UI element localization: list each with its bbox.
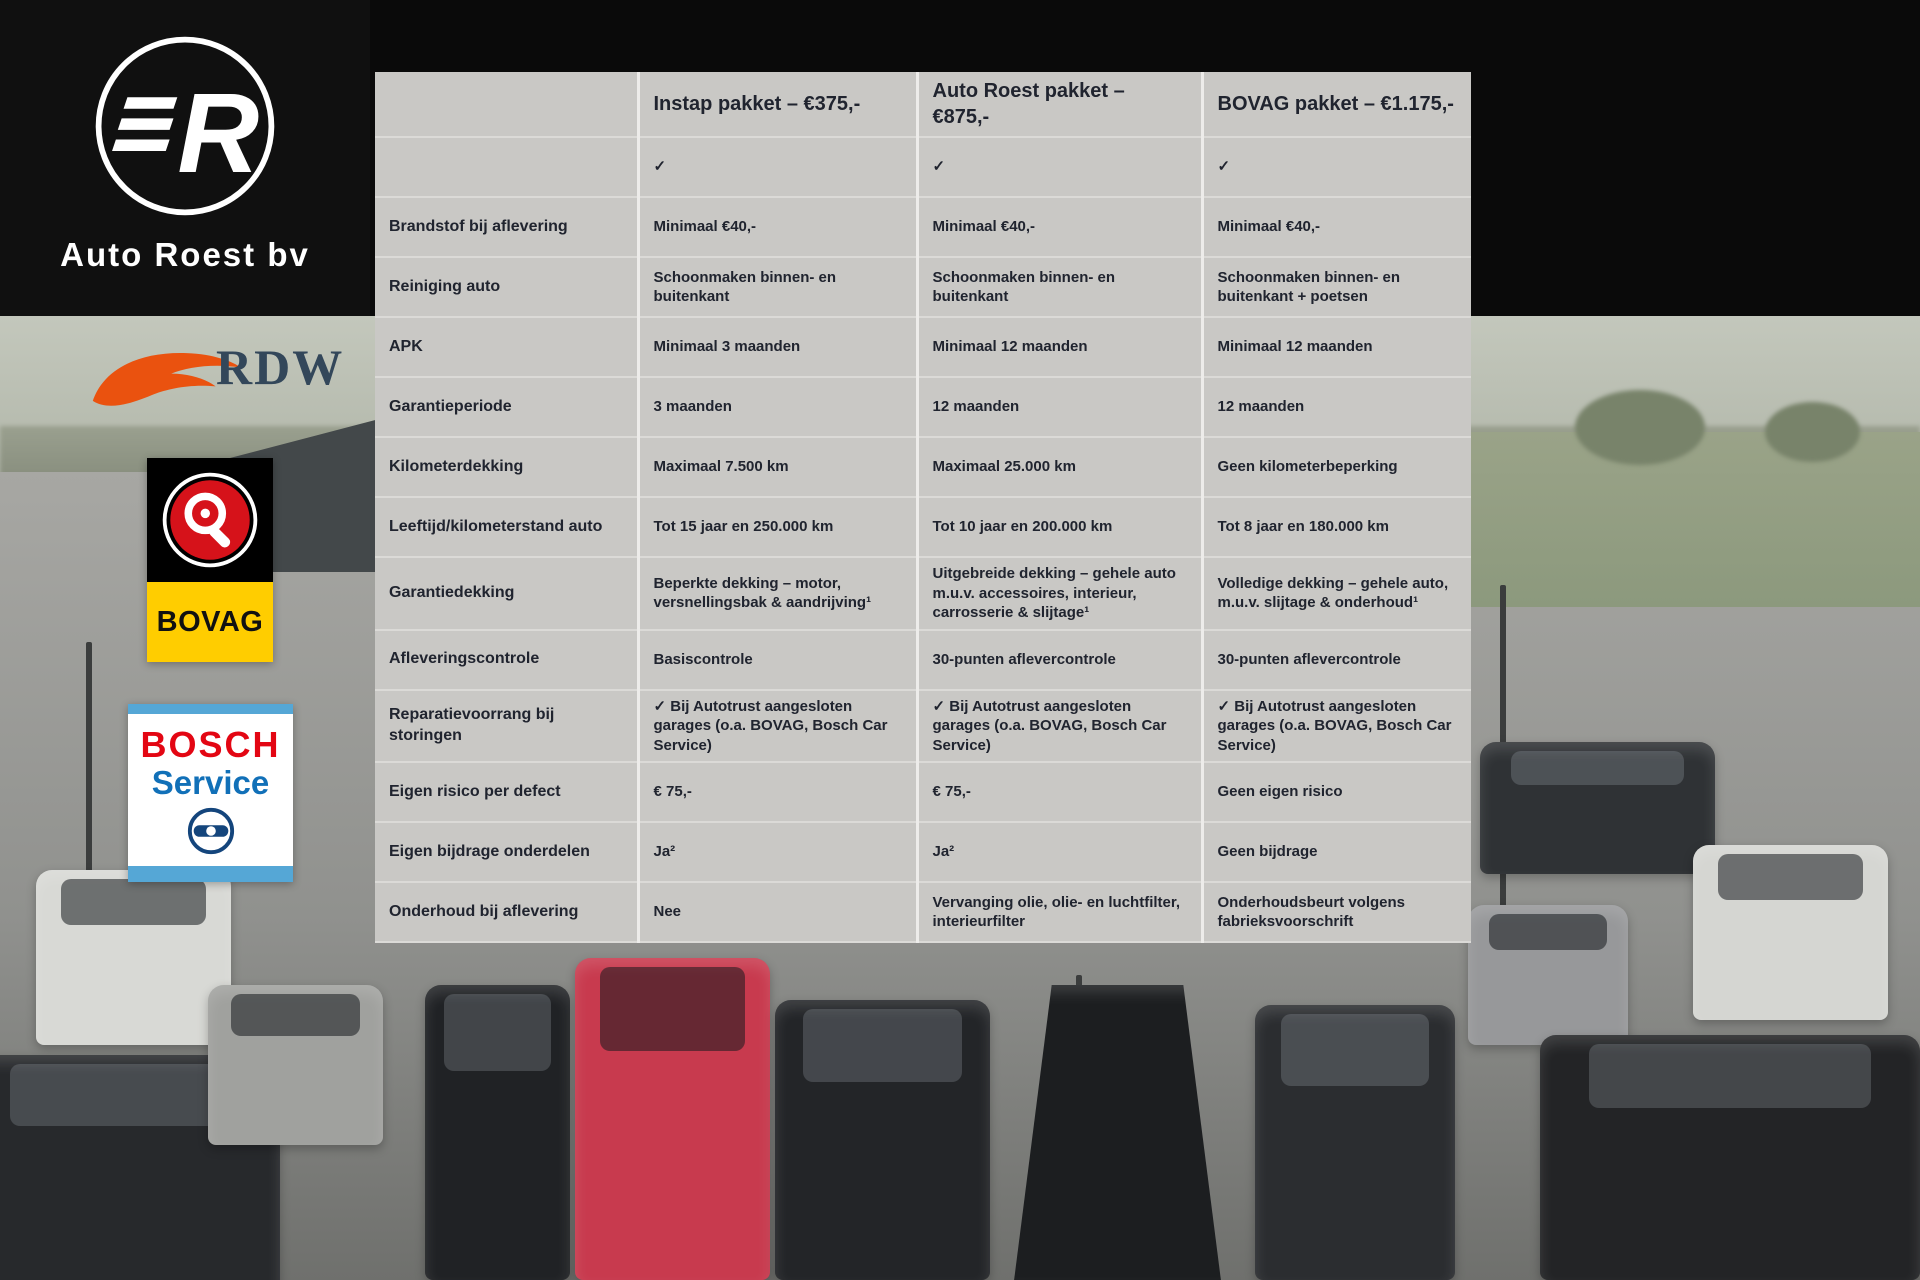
feature-value-cell: Minimaal €40,-	[1202, 197, 1471, 257]
feature-value-cell: € 75,-	[638, 762, 917, 822]
feature-value-cell: Schoonmaken binnen- en buitenkant	[638, 257, 917, 317]
feature-label: Eigen bijdrage onderdelen	[375, 822, 638, 882]
background-car-red	[575, 958, 770, 1280]
feature-value-cell: Geen kilometerbeperking	[1202, 437, 1471, 497]
bosch-service-wordmark: Service	[151, 764, 270, 801]
bovag-wordmark-band	[147, 582, 273, 662]
feature-value-cell: Tot 15 jaar en 250.000 km	[638, 497, 917, 557]
table-row	[375, 882, 1471, 942]
feature-value-cell: 30-punten aflevercontrole	[1202, 630, 1471, 690]
background-car	[425, 985, 570, 1280]
feature-value-cell: € 75,-	[917, 762, 1202, 822]
background-car	[1540, 1035, 1920, 1280]
package-comparison-panel	[375, 72, 1471, 943]
feature-value-cell: Minimaal 12 maanden	[1202, 317, 1471, 377]
feature-value-cell: Ja²	[638, 822, 917, 882]
package-column-header: BOVAG pakket – €1.175,-	[1202, 72, 1471, 137]
table-row	[375, 317, 1471, 377]
table-row	[375, 137, 1471, 197]
feature-label: Afleveringscontrole	[375, 630, 638, 690]
feature-label: Garantieperiode	[375, 377, 638, 437]
feature-value-cell: Tot 8 jaar en 180.000 km	[1202, 497, 1471, 557]
table-row	[375, 497, 1471, 557]
feature-value-cell: Onderhoudsbeurt volgens fabrieksvoorschrift	[1202, 882, 1471, 942]
feature-value-cell: ✓	[917, 137, 1202, 197]
background-car	[36, 870, 231, 1045]
table-row	[375, 630, 1471, 690]
table-row	[375, 437, 1471, 497]
feature-value-cell: Volledige dekking – gehele auto, m.u.v. slijtage & onderhoud¹	[1202, 557, 1471, 630]
background-car	[1255, 1005, 1455, 1280]
feature-label	[375, 137, 638, 197]
tree	[1765, 402, 1860, 462]
feature-label: APK	[375, 317, 638, 377]
auto-roest-logo-box	[0, 0, 370, 316]
feature-value-cell: Schoonmaken binnen- en buitenkant	[917, 257, 1202, 317]
table-row	[375, 257, 1471, 317]
table-row	[375, 822, 1471, 882]
logo-monogram: R	[177, 70, 260, 198]
background-car	[1468, 905, 1628, 1045]
feature-value-cell: Nee	[638, 882, 917, 942]
feature-value-cell: 12 maanden	[1202, 377, 1471, 437]
feature-column-header	[375, 72, 638, 137]
table-header-row	[375, 72, 1471, 137]
feature-value-cell: ✓	[638, 137, 917, 197]
feature-value-cell: Minimaal €40,-	[638, 197, 917, 257]
feature-value-cell: Geen eigen risico	[1202, 762, 1471, 822]
background-car	[1480, 742, 1715, 874]
background-van	[1693, 845, 1888, 1020]
feature-label: Reiniging auto	[375, 257, 638, 317]
feature-value-cell: ✓	[1202, 137, 1471, 197]
feature-value-cell: ✓ Bij Autotrust aangesloten garages (o.a. BOVAG, Bosch Car Service)	[1202, 690, 1471, 763]
bosch-armature-icon	[186, 806, 236, 856]
feature-label: Garantiedekking	[375, 557, 638, 630]
feature-value-cell: ✓ Bij Autotrust aangesloten garages (o.a. BOVAG, Bosch Car Service)	[638, 690, 917, 763]
feature-value-cell: ✓ Bij Autotrust aangesloten garages (o.a. BOVAG, Bosch Car Service)	[917, 690, 1202, 763]
feature-value-cell: Maximaal 7.500 km	[638, 437, 917, 497]
feature-value-cell: Minimaal €40,-	[917, 197, 1202, 257]
table-row	[375, 197, 1471, 257]
auto-roest-logo-icon	[89, 30, 281, 222]
feature-value-cell: 12 maanden	[917, 377, 1202, 437]
feature-value-cell: Ja²	[917, 822, 1202, 882]
rdw-logo	[86, 334, 346, 430]
feature-value-cell: Tot 10 jaar en 200.000 km	[917, 497, 1202, 557]
package-column-header: Auto Roest pakket – €875,-	[917, 72, 1202, 137]
background-car	[208, 985, 383, 1145]
feature-label: Eigen risico per defect	[375, 762, 638, 822]
bovag-logo	[147, 458, 273, 662]
feature-value-cell: Beperkte dekking – motor, versnellingsbak & aandrijving¹	[638, 557, 917, 630]
tree	[1575, 390, 1705, 465]
bosch-service-logo	[128, 704, 293, 882]
brand-name: Auto Roest bv	[60, 236, 310, 273]
feature-value-cell: 3 maanden	[638, 377, 917, 437]
package-comparison-table	[375, 72, 1471, 943]
feature-label: Brandstof bij aflevering	[375, 197, 638, 257]
table-row	[375, 762, 1471, 822]
feature-value-cell: Basiscontrole	[638, 630, 917, 690]
table-row	[375, 690, 1471, 763]
table-row	[375, 377, 1471, 437]
feature-value-cell: Maximaal 25.000 km	[917, 437, 1202, 497]
feature-value-cell: 30-punten aflevercontrole	[917, 630, 1202, 690]
table-row	[375, 557, 1471, 630]
feature-label: Kilometerdekking	[375, 437, 638, 497]
rdw-wordmark: RDW	[216, 339, 345, 395]
bosch-wordmark: BOSCH	[140, 724, 281, 765]
package-column-header: Instap pakket – €375,-	[638, 72, 917, 137]
bovag-emblem-icon	[147, 458, 273, 582]
background-car	[775, 1000, 990, 1280]
feature-value-cell: Uitgebreide dekking – gehele auto m.u.v. accessoires, interieur, carrosserie & slijtage¹	[917, 557, 1202, 630]
feature-value-cell: Geen bijdrage	[1202, 822, 1471, 882]
feature-value-cell: Minimaal 12 maanden	[917, 317, 1202, 377]
feature-label: Leeftijd/kilometerstand auto	[375, 497, 638, 557]
feature-value-cell: Minimaal 3 maanden	[638, 317, 917, 377]
grass-field	[1450, 432, 1920, 607]
feature-label: Reparatievoorrang bij storingen	[375, 690, 638, 763]
feature-value-cell: Schoonmaken binnen- en buitenkant + poetsen	[1202, 257, 1471, 317]
bovag-wordmark: BOVAG	[156, 605, 264, 638]
feature-label: Onderhoud bij aflevering	[375, 882, 638, 942]
feature-value-cell: Vervanging olie, olie- en luchtfilter, interieurfilter	[917, 882, 1202, 942]
